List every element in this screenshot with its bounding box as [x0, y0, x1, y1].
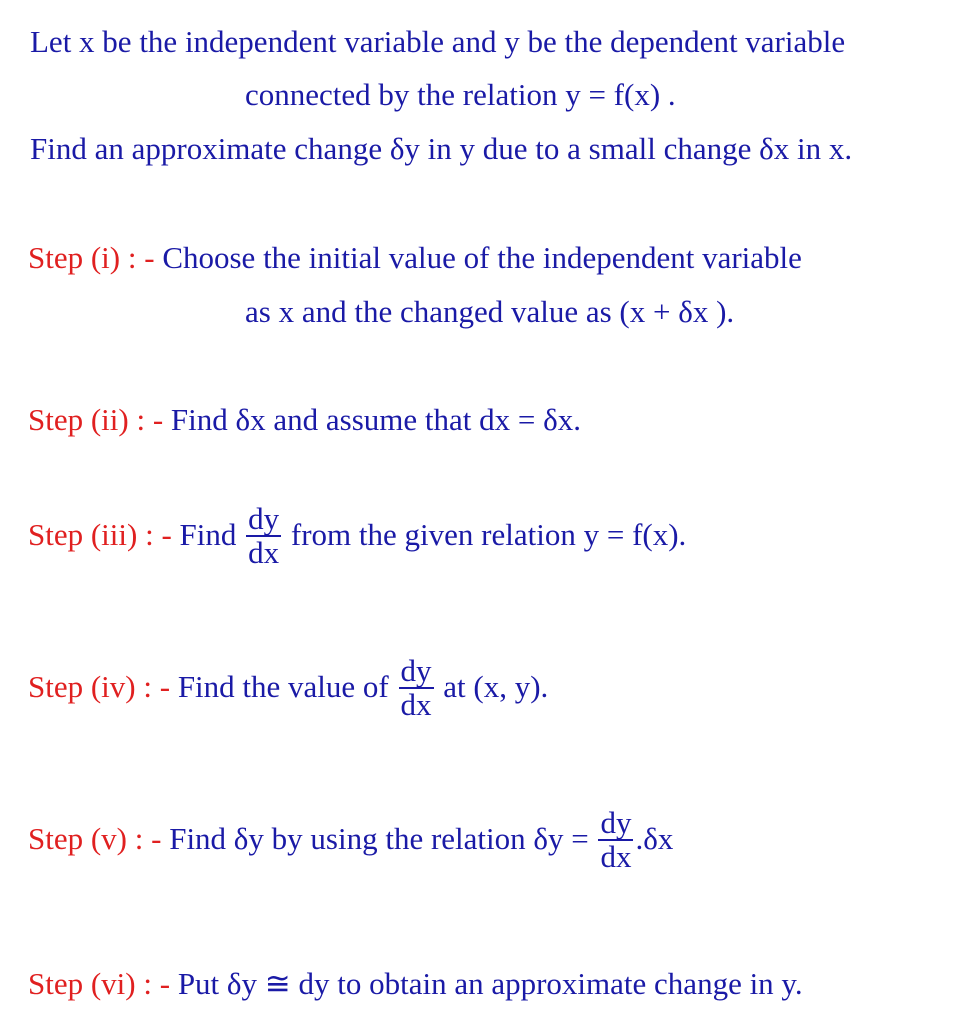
- step-5-label: Step (v) : -: [28, 821, 170, 857]
- step-1-text-2: as x and the changed value as (x + δx ).: [245, 294, 735, 329]
- step-3-label: Step (iii) : -: [28, 517, 180, 553]
- step-5-fraction-denominator: dx: [600, 839, 632, 874]
- step-2-text: Find δx and assume that dx = δx.: [170, 402, 581, 437]
- step-3: [28, 501, 687, 571]
- step-5-text-before: Find δy by using the relation δy =: [169, 821, 597, 857]
- step-5-fraction-numerator: dy: [600, 805, 632, 840]
- step-3-text-before: Find: [179, 517, 245, 553]
- step-4: [28, 653, 549, 723]
- step-1-text: Choose the initial value of the independent variable: [162, 240, 802, 275]
- step-1: [28, 240, 802, 276]
- step-5-text-after: .δx: [635, 821, 674, 857]
- step-6-label: Step (vi) : -: [28, 966, 178, 1001]
- step-3-fraction-numerator: dy: [248, 501, 280, 536]
- step-2: [28, 402, 581, 438]
- step-4-fraction-denominator: dx: [400, 687, 432, 722]
- step-3-fraction-denominator: dx: [248, 535, 280, 570]
- step-4-fraction: [399, 655, 434, 721]
- intro-line-3: Find an approximate change δy in y due to a small change δx in x.: [30, 131, 853, 166]
- step-6: [28, 966, 803, 1002]
- step-4-fraction-numerator: dy: [400, 653, 432, 688]
- step-1-label: Step (i) : -: [28, 240, 163, 275]
- step-4-text-after: at (x, y).: [435, 669, 549, 705]
- step-5: [28, 805, 674, 875]
- step-5-fraction: [598, 807, 633, 873]
- step-3-fraction: [246, 503, 281, 569]
- step-6-text: Put δy ≅ dy to obtain an approximate change in y.: [177, 966, 803, 1001]
- step-3-text-after: from the given relation y = f(x).: [283, 517, 687, 553]
- intro-line-1: Let x be the independent variable and y be the dependent variable: [30, 24, 846, 59]
- intro-line-2: connected by the relation y = f(x) .: [245, 77, 676, 112]
- step-2-label: Step (ii) : -: [28, 402, 171, 437]
- step-4-label: Step (iv) : -: [28, 669, 178, 705]
- step-4-text-before: Find the value of: [177, 669, 397, 705]
